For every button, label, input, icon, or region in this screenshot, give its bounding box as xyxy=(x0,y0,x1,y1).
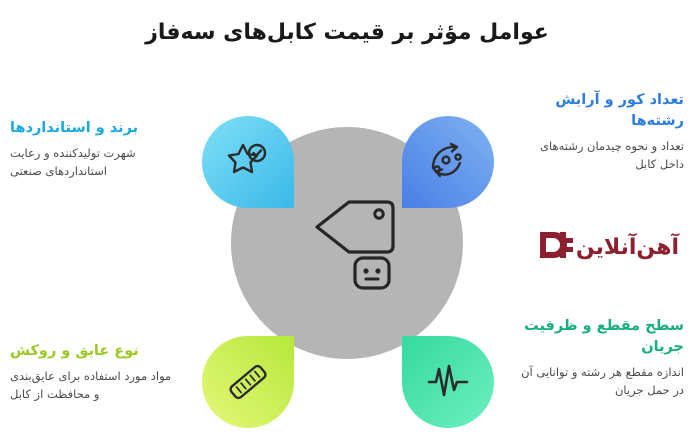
logo-mark-icon xyxy=(536,228,576,266)
branch-description: مواد مورد استفاده برای عایق‌بندی و محافظت از کابل xyxy=(10,369,172,402)
page-title: عوامل مؤثر بر قیمت کابل‌های سه‌فاز xyxy=(145,20,549,45)
branch-cross-section xyxy=(514,316,684,400)
branch-description: اندازه مقطع هر رشته و توانایی آن در حمل جریان xyxy=(521,365,684,398)
branch-title: نوع عایق و روکش xyxy=(10,343,139,359)
brand-logo[interactable] xyxy=(506,228,681,266)
petal-insulation-sheath[interactable] xyxy=(202,336,294,428)
star-check-icon xyxy=(224,138,272,186)
branch-title: برند و استانداردها xyxy=(10,120,139,136)
cable-segment-icon xyxy=(223,357,273,407)
branch-title: تعداد کور و آرایش رشته‌ها xyxy=(555,92,684,130)
wiring-arrangement-icon xyxy=(424,138,472,186)
petal-brand-standards[interactable] xyxy=(202,116,294,208)
petal-core-count[interactable] xyxy=(402,116,494,208)
petal-cross-section[interactable] xyxy=(402,336,494,428)
branch-description: تعداد و نحوه چیدمان رشته‌های داخل کابل xyxy=(540,139,684,172)
current-waveform-icon xyxy=(423,357,473,407)
branch-title: سطح مقطع و ظرفیت جریان xyxy=(524,318,684,356)
branch-insulation-sheath xyxy=(10,341,180,404)
branch-core-count xyxy=(514,90,684,174)
branch-brand-standards xyxy=(10,118,180,181)
logo-text: آهن‌آنلاین xyxy=(575,234,679,260)
branch-description: شهرت تولیدکننده و رعایت استانداردهای صنعتی xyxy=(10,146,136,179)
